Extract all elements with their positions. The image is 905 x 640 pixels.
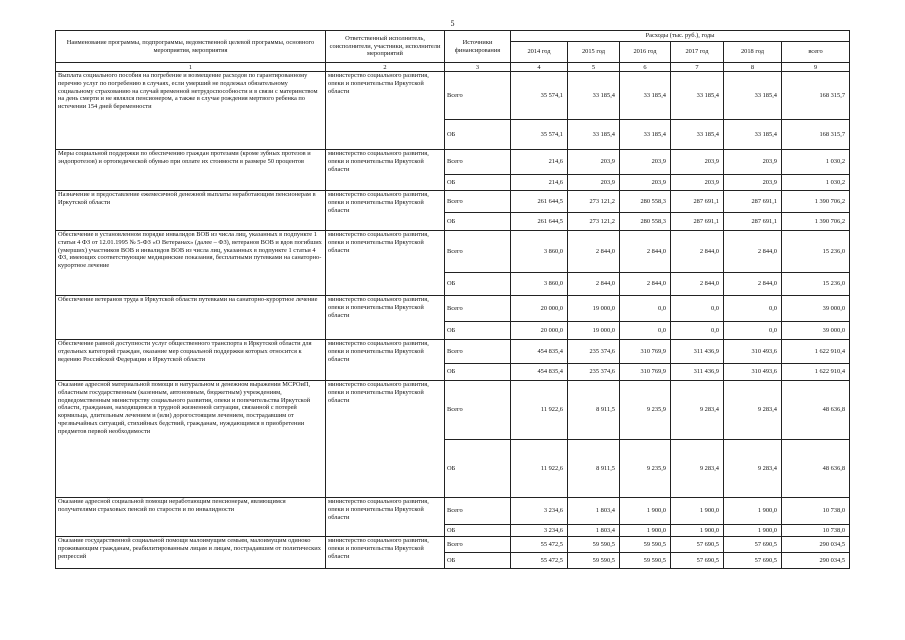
year-value: 280 558,3 xyxy=(620,213,671,231)
year-value: 9 235,9 xyxy=(620,440,671,498)
year-value: 1 900,0 xyxy=(724,525,782,537)
year-value: 33 185,4 xyxy=(620,72,671,120)
year-value: 3 234,6 xyxy=(511,525,568,537)
total-value: 290 034,5 xyxy=(782,553,850,569)
year-value: 57 690,5 xyxy=(671,537,724,553)
year-value: 0,0 xyxy=(620,322,671,340)
year-value: 203,9 xyxy=(620,175,671,191)
year-value: 35 574,1 xyxy=(511,72,568,120)
header-total: всего xyxy=(782,42,850,63)
funding-source: ОБ xyxy=(445,553,511,569)
year-value: 57 690,5 xyxy=(724,537,782,553)
year-value: 0,0 xyxy=(620,296,671,322)
activity-name: Обеспечение равной доступности услуг общественного транспорта в Иркутской области для отдельных категорий граждан, оказание мер социальной поддержки которых относится к ведению Российской Федерации и Иркутской области xyxy=(56,340,326,381)
responsible-executor: министерство социального развития, опеки и попечительства Иркутской области xyxy=(326,498,445,537)
total-value: 10 738,0 xyxy=(782,525,850,537)
table-row xyxy=(56,340,850,364)
column-number: 6 xyxy=(620,63,671,72)
header-responsible-column: Ответственный исполнитель, соисполнители, участники, исполнители мероприятий xyxy=(326,31,445,63)
year-value: 2 844,0 xyxy=(724,273,782,296)
total-value: 39 000,0 xyxy=(782,296,850,322)
year-value: 0,0 xyxy=(671,296,724,322)
activity-name: Обеспечение в установленном порядке инвалидов ВОВ из числа лиц, указанных в подпункте 1 статьи 4 ФЗ от 12.01.1995 № 5-ФЗ «О Ветеранах» (далее – ФЗ), ветеранов ВОВ и вдов погибших (умерших) участников ВОВ и инвалидов ВОВ из числа лиц, указанных в подпункте 1 статьи 4 ФЗ, имеющих соответствующие медицинские показания, бесплатными путевками на санаторно-курортное лечение xyxy=(56,231,326,296)
funding-source: Всего xyxy=(445,381,511,440)
year-value: 454 835,4 xyxy=(511,364,568,381)
year-value: 9 283,4 xyxy=(671,440,724,498)
table-row xyxy=(56,150,850,175)
header-year: 2015 год xyxy=(568,42,620,63)
total-value: 1 390 706,2 xyxy=(782,213,850,231)
total-value: 10 738,0 xyxy=(782,498,850,525)
year-value: 19 000,0 xyxy=(568,322,620,340)
year-value: 0,0 xyxy=(671,322,724,340)
column-number: 9 xyxy=(782,63,850,72)
table-row xyxy=(56,498,850,525)
year-value: 273 121,2 xyxy=(568,191,620,213)
year-value: 214,6 xyxy=(511,150,568,175)
page-number: 5 xyxy=(450,19,455,28)
year-value: 2 844,0 xyxy=(671,273,724,296)
year-value: 9 283,4 xyxy=(724,440,782,498)
year-value: 9 283,4 xyxy=(671,381,724,440)
total-value: 15 236,0 xyxy=(782,231,850,273)
year-value: 11 922,6 xyxy=(511,440,568,498)
responsible-executor: министерство социального развития, опеки и попечительства Иркутской области xyxy=(326,231,445,296)
responsible-executor: министерство социального развития, опеки и попечительства Иркутской области xyxy=(326,72,445,150)
year-value: 310 769,9 xyxy=(620,340,671,364)
funding-source: ОБ xyxy=(445,120,511,150)
funding-source: ОБ xyxy=(445,525,511,537)
activity-name: Оказание адресной социальной помощи неработающим пенсионерам, являющимся получателями страховых пенсий по старости и по инвалидности xyxy=(56,498,326,537)
funding-source: Всего xyxy=(445,498,511,525)
table-row xyxy=(56,72,850,120)
column-number: 8 xyxy=(724,63,782,72)
funding-source: ОБ xyxy=(445,440,511,498)
funding-source: Всего xyxy=(445,340,511,364)
year-value: 2 844,0 xyxy=(620,273,671,296)
activity-name: Меры социальной поддержки по обеспечению граждан протезами (кроме зубных протезов и эндопротезов) и ортопедической обувью при оплате их стоимости в размере 50 процентов xyxy=(56,150,326,191)
year-value: 1 900,0 xyxy=(671,498,724,525)
year-value: 59 590,5 xyxy=(568,553,620,569)
year-value: 33 185,4 xyxy=(724,120,782,150)
column-number-row xyxy=(56,63,850,72)
total-value: 168 315,7 xyxy=(782,120,850,150)
year-value: 55 472,5 xyxy=(511,537,568,553)
year-value: 203,9 xyxy=(568,175,620,191)
year-value: 235 374,6 xyxy=(568,364,620,381)
funding-source: Всего xyxy=(445,191,511,213)
table-row xyxy=(56,537,850,553)
year-value: 9 235,9 xyxy=(620,381,671,440)
total-value: 48 636,8 xyxy=(782,440,850,498)
responsible-executor: министерство социального развития, опеки и попечительства Иркутской области xyxy=(326,381,445,498)
header-year: 2016 год xyxy=(620,42,671,63)
year-value: 310 493,6 xyxy=(724,340,782,364)
header-sources-column: Источники финансирования xyxy=(445,31,511,63)
year-value: 287 691,1 xyxy=(724,213,782,231)
funding-source: ОБ xyxy=(445,322,511,340)
expenses-table xyxy=(55,30,850,569)
year-value: 287 691,1 xyxy=(671,213,724,231)
table-row xyxy=(56,231,850,273)
year-value: 1 900,0 xyxy=(620,525,671,537)
year-value: 55 472,5 xyxy=(511,553,568,569)
year-value: 1 900,0 xyxy=(671,525,724,537)
total-value: 15 236,0 xyxy=(782,273,850,296)
responsible-executor: министерство социального развития, опеки и попечительства Иркутской области xyxy=(326,191,445,231)
year-value: 33 185,4 xyxy=(671,120,724,150)
table-row xyxy=(56,381,850,440)
year-value: 59 590,5 xyxy=(568,537,620,553)
year-value: 57 690,5 xyxy=(724,553,782,569)
year-value: 235 374,6 xyxy=(568,340,620,364)
total-value: 1 622 910,4 xyxy=(782,340,850,364)
year-value: 280 558,3 xyxy=(620,191,671,213)
year-value: 203,9 xyxy=(671,150,724,175)
year-value: 9 283,4 xyxy=(724,381,782,440)
column-number: 1 xyxy=(56,63,326,72)
year-value: 454 835,4 xyxy=(511,340,568,364)
year-value: 59 590,5 xyxy=(620,553,671,569)
total-value: 1 030,2 xyxy=(782,175,850,191)
funding-source: Всего xyxy=(445,150,511,175)
year-value: 0,0 xyxy=(724,322,782,340)
responsible-executor: министерство социального развития, опеки и попечительства Иркутской области xyxy=(326,537,445,569)
column-number: 7 xyxy=(671,63,724,72)
year-value: 33 185,4 xyxy=(724,72,782,120)
year-value: 19 000,0 xyxy=(568,296,620,322)
total-value: 1 390 706,2 xyxy=(782,191,850,213)
year-value: 20 000,0 xyxy=(511,322,568,340)
year-value: 203,9 xyxy=(568,150,620,175)
year-value: 3 860,0 xyxy=(511,231,568,273)
year-value: 33 185,4 xyxy=(671,72,724,120)
responsible-executor: министерство социального развития, опеки и попечительства Иркутской области xyxy=(326,296,445,340)
header-year: 2017 год xyxy=(671,42,724,63)
year-value: 59 590,5 xyxy=(620,537,671,553)
year-value: 1 900,0 xyxy=(724,498,782,525)
year-value: 0,0 xyxy=(724,296,782,322)
table-row xyxy=(56,191,850,213)
header-name-column: Наименование программы, подпрограммы, ведомственной целевой программы, основного мероприятия, мероприятия xyxy=(56,31,326,63)
total-value: 48 636,8 xyxy=(782,381,850,440)
year-value: 203,9 xyxy=(724,150,782,175)
year-value: 2 844,0 xyxy=(568,273,620,296)
total-value: 290 034,5 xyxy=(782,537,850,553)
funding-source: ОБ xyxy=(445,273,511,296)
year-value: 311 436,9 xyxy=(671,340,724,364)
year-value: 2 844,0 xyxy=(724,231,782,273)
funding-source: Всего xyxy=(445,537,511,553)
year-value: 261 644,5 xyxy=(511,191,568,213)
year-value: 287 691,1 xyxy=(671,191,724,213)
funding-source: ОБ xyxy=(445,364,511,381)
year-value: 35 574,1 xyxy=(511,120,568,150)
year-value: 2 844,0 xyxy=(620,231,671,273)
year-value: 310 493,6 xyxy=(724,364,782,381)
activity-name: Оказание адресной материальной помощи в натуральном и денежном выражении МСРОиП, областным государственным (казенным, автономным, бюджетным) учреждениям, подведомственным министерству социального развития, опеки и попечительства Иркутской области, гражданам, находящимся в трудной жизненной ситуации, связанной с потерей кормильца, длительным лечением и (или) дорогостоящим лечением, пострадавшим от чрезвычайных ситуаций, стихийных бедствий, гражданам, нуждающимся в приобретении предметов первой необходимости xyxy=(56,381,326,498)
activity-name: Назначение и предоставление ежемесячной денежной выплаты неработающим пенсионерам в Иркутской области xyxy=(56,191,326,231)
responsible-executor: министерство социального развития, опеки и попечительства Иркутской области xyxy=(326,340,445,381)
year-value: 203,9 xyxy=(620,150,671,175)
funding-source: ОБ xyxy=(445,213,511,231)
column-number: 4 xyxy=(511,63,568,72)
column-number: 3 xyxy=(445,63,511,72)
total-value: 39 000,0 xyxy=(782,322,850,340)
total-value: 1 622 910,4 xyxy=(782,364,850,381)
year-value: 11 922,6 xyxy=(511,381,568,440)
year-value: 8 911,5 xyxy=(568,381,620,440)
year-value: 8 911,5 xyxy=(568,440,620,498)
year-value: 1 900,0 xyxy=(620,498,671,525)
total-value: 168 315,7 xyxy=(782,72,850,120)
activity-name: Выплата социального пособия на погребение и возмещение расходов по гарантированному перечню услуг по погребению в случаях, если умерший не подлежал обязательному социальному страхованию на случай временной нетрудоспособности и в связи с материнством на день смерти и не являлся пенсионером, а также в случае рождения мертвого ребенка по истечении 154 дней беременности xyxy=(56,72,326,150)
column-number: 2 xyxy=(326,63,445,72)
year-value: 1 803,4 xyxy=(568,525,620,537)
year-value: 273 121,2 xyxy=(568,213,620,231)
header-expenses: Расходы (тыс. руб.), годы xyxy=(511,31,850,42)
funding-source: ОБ xyxy=(445,175,511,191)
activity-name: Обеспечение ветеранов труда в Иркутской области путевками на санаторно-курортное лечение xyxy=(56,296,326,340)
year-value: 203,9 xyxy=(671,175,724,191)
year-value: 214,6 xyxy=(511,175,568,191)
year-value: 3 234,6 xyxy=(511,498,568,525)
year-value: 3 860,0 xyxy=(511,273,568,296)
activity-name: Оказание государственной социальной помощи малоимущим семьям, малоимущим одиноко проживающим гражданам, реабилитированным лицам и лицам, пострадавшим от политических репрессий xyxy=(56,537,326,569)
year-value: 261 644,5 xyxy=(511,213,568,231)
header-year: 2014 год xyxy=(511,42,568,63)
funding-source: Всего xyxy=(445,231,511,273)
year-value: 2 844,0 xyxy=(568,231,620,273)
year-value: 311 436,9 xyxy=(671,364,724,381)
year-value: 20 000,0 xyxy=(511,296,568,322)
table-row xyxy=(56,296,850,322)
column-number: 5 xyxy=(568,63,620,72)
responsible-executor: министерство социального развития, опеки и попечительства Иркутской области xyxy=(326,150,445,191)
year-value: 33 185,4 xyxy=(620,120,671,150)
year-value: 57 690,5 xyxy=(671,553,724,569)
year-value: 287 691,1 xyxy=(724,191,782,213)
year-value: 33 185,4 xyxy=(568,120,620,150)
funding-source: Всего xyxy=(445,72,511,120)
year-value: 1 803,4 xyxy=(568,498,620,525)
total-value: 1 030,2 xyxy=(782,150,850,175)
header-year: 2018 год xyxy=(724,42,782,63)
year-value: 33 185,4 xyxy=(568,72,620,120)
year-value: 310 769,9 xyxy=(620,364,671,381)
funding-source: Всего xyxy=(445,296,511,322)
year-value: 203,9 xyxy=(724,175,782,191)
year-value: 2 844,0 xyxy=(671,231,724,273)
